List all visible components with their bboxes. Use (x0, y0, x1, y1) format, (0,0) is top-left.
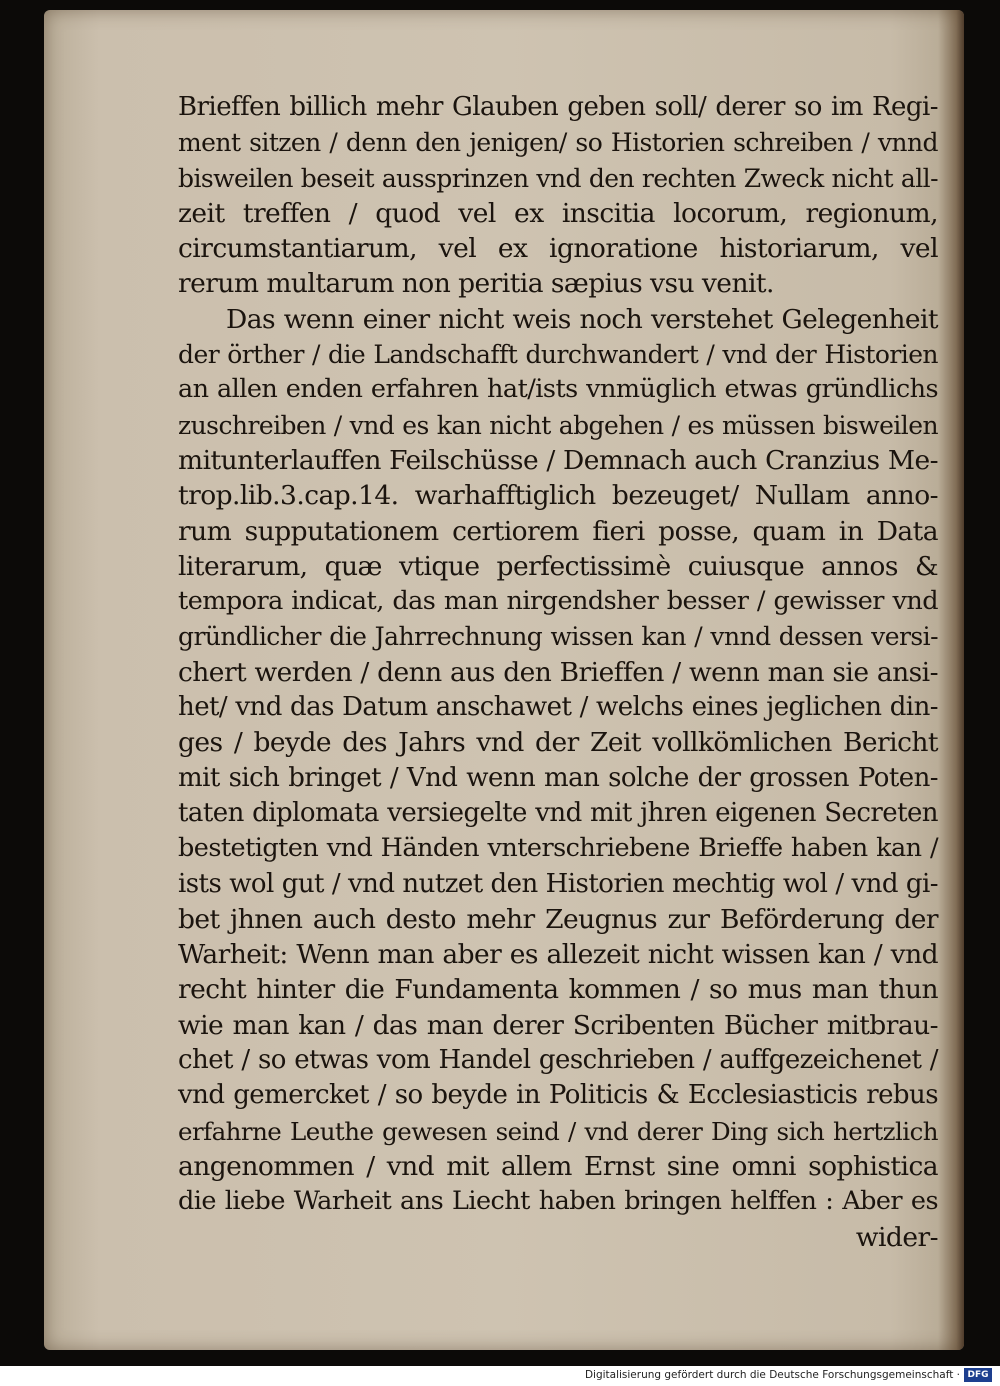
text-line: an allen enden erfahren hat/ists vnmüglich etwas gründlichs (178, 374, 938, 405)
text-line: mit sich bringet / Vnd wenn man solche der grossen Poten- (178, 762, 938, 793)
text-line: vnd gemercket / so beyde in Politicis & Ecclesiasticis rebus (178, 1080, 938, 1111)
text-line-paragraph-start: Das wenn einer nicht weis noch verstehet Gelegenheit (226, 303, 938, 335)
text-line: chert werden / denn aus den Brieffen / wenn man sie ansi- (178, 656, 938, 688)
page-edge-shadow (938, 10, 964, 1350)
text-line: mitunterlauffen Feilschüsse / Demnach auch Cranzius Me- (178, 444, 938, 476)
text-line: erfahrne Leuthe gewesen seind / vnd derer Ding sich hertzlich (178, 1116, 938, 1146)
text-line: die liebe Warheit ans Liecht haben bringen helffen : Aber es (178, 1186, 938, 1217)
text-line: het/ vnd das Datum anschawet / welchs eines jeglichen din- (178, 692, 938, 723)
text-line: literarum, quæ vtique perfectissimè cuiusque annos & (178, 550, 938, 582)
text-line: zuschreiben / vnd es kan nicht abgehen / es müssen bisweilen (178, 410, 938, 440)
text-line: Warheit: Wenn man aber es allezeit nicht wissen kan / vnd (178, 939, 938, 971)
text-line: trop.lib.3.cap.14. warhafftiglich bezeuget/ Nullam anno- (178, 480, 938, 512)
text-line: wie man kan / das man derer Scribenten Bücher mitbrau- (178, 1009, 938, 1041)
footer-bar (0, 1366, 1000, 1386)
text-line: ges / beyde des Jahrs vnd der Zeit vollkömlichen Bericht (178, 727, 938, 759)
text-line: rerum multarum non peritia sæpius vsu venit. (178, 268, 774, 300)
text-line: bet jhnen auch desto mehr Zeugnus zur Beförderung der (178, 903, 938, 935)
text-line: tempora indicat, das man nirgendsher besser / gewisser vnd (178, 586, 938, 617)
page-text (178, 90, 938, 1255)
text-line: bestetigten vnd Händen vnterschriebene Brieffe haben kan / (178, 833, 938, 864)
text-line: gründlicher die Jahrrechnung wissen kan / vnnd dessen versi- (178, 622, 938, 652)
text-line: der örther / die Landschafft durchwandert / vnd der Historien (178, 340, 938, 370)
text-line: ists wol gut / vnd nutzet den Historien mechtig wol / vnd gi- (178, 868, 938, 899)
text-line: recht hinter die Fundamenta kommen / so mus man thun (178, 974, 938, 1006)
text-line: rum supputationem certiorem fieri posse, quam in Data (178, 515, 938, 547)
catchword: wider- (855, 1221, 938, 1253)
text-line: chet / so etwas vom Handel geschrieben / auffgezeichenet / (178, 1045, 938, 1076)
dfg-logo: DFG (964, 1368, 992, 1382)
text-line: angenommen / vnd mit allem Ernst sine omni sophistica (178, 1150, 938, 1182)
text-line: ment sitzen / denn den jenigen/ so Historien schreiben / vnnd (178, 128, 938, 158)
text-line: bisweilen beseit aussprinzen vnd den rechten Zweck nicht all- (178, 163, 938, 193)
text-line: taten diplomata versiegelte vnd mit jhren eigenen Secreten (178, 797, 938, 828)
text-line: circumstantiarum, vel ex ignoratione historiarum, vel (178, 233, 938, 265)
text-line: zeit treffen / quod vel ex inscitia locorum, regionum, (178, 197, 938, 229)
funding-credit: Digitalisierung gefördert durch die Deutsche Forschungsgemeinschaft · (584, 1369, 960, 1381)
text-line: Brieffen billich mehr Glauben geben soll/ derer so im Regi- (178, 92, 938, 122)
